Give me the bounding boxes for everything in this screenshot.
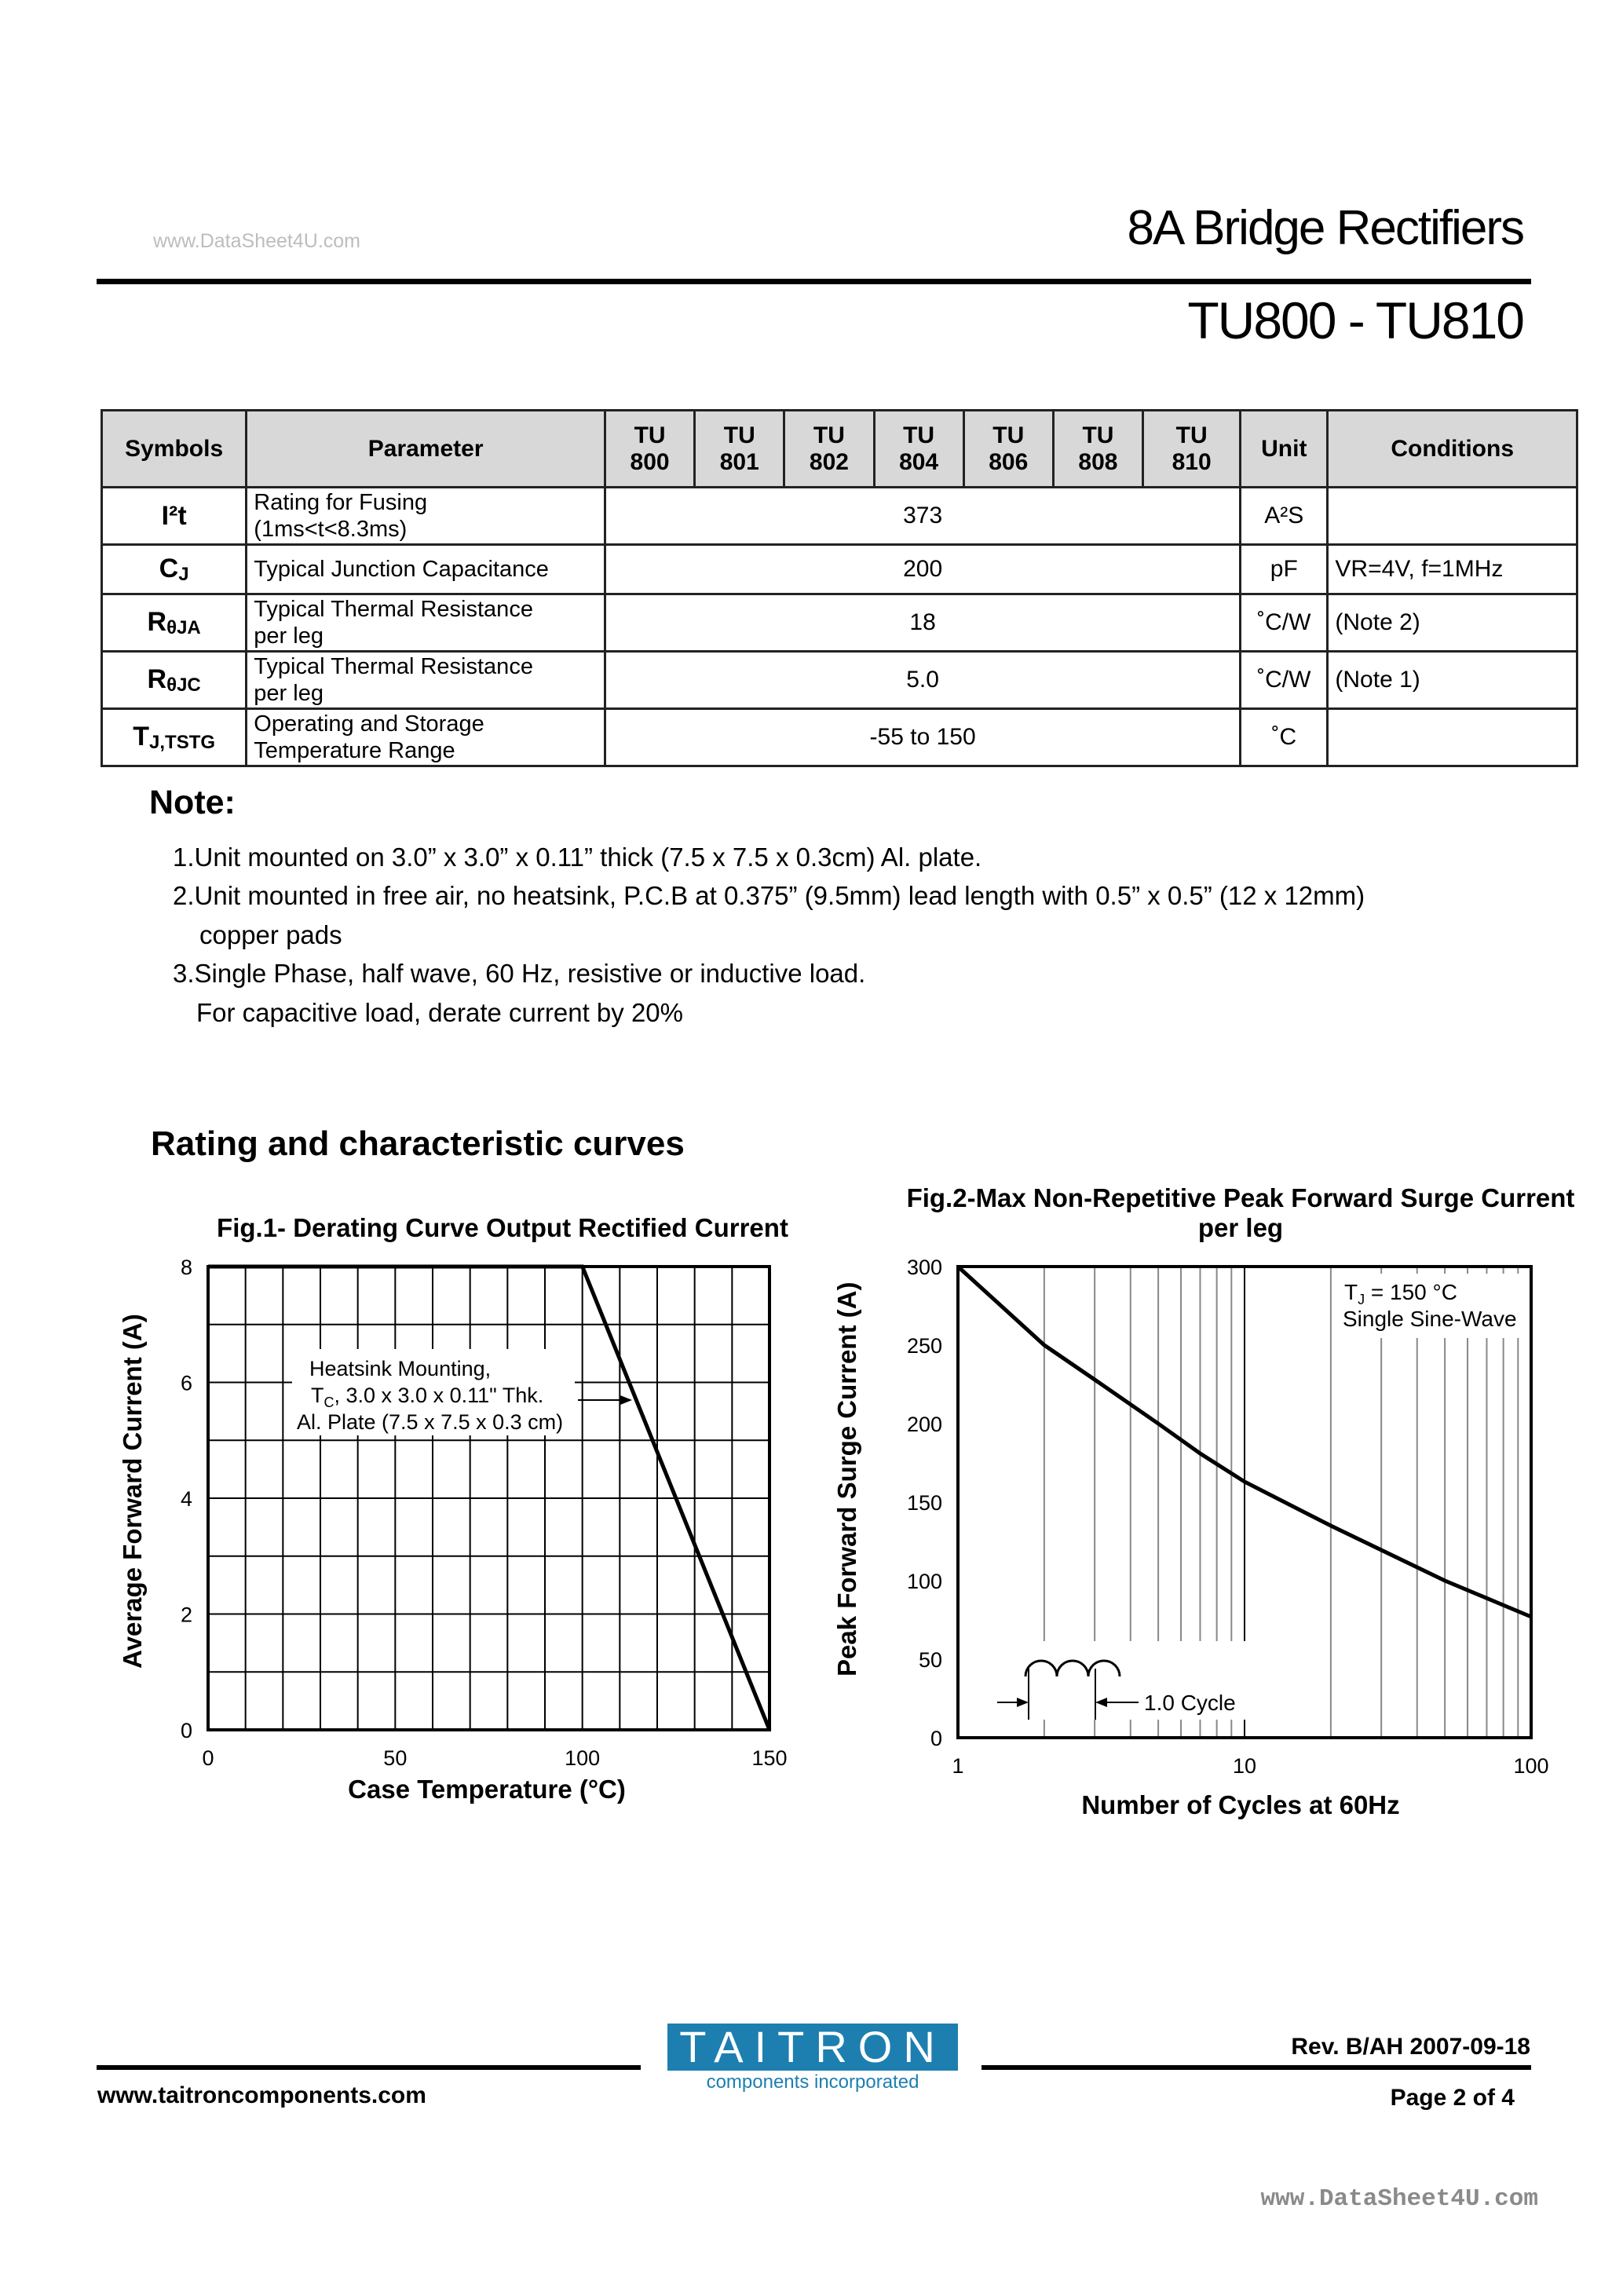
model-number: 800 [630, 448, 670, 475]
model-prefix: TU [992, 422, 1025, 448]
unit-cell: ˚C [1241, 708, 1328, 766]
fig1-ytick-label: 6 [180, 1371, 192, 1395]
fig2-ytick-label: 50 [918, 1648, 942, 1672]
fig2-ytick-label: 300 [906, 1256, 942, 1279]
model-prefix: TU [813, 422, 845, 448]
taitron-logo-subtitle: components incorporated [706, 2071, 919, 2093]
value-cell: 18 [605, 594, 1241, 651]
parameter-line: Typical Thermal Resistance [254, 653, 533, 679]
fig2-xtick-label: 10 [1232, 1754, 1257, 1778]
note-item: copper pads [199, 920, 342, 949]
footer-website[interactable]: www.taitroncomponents.com [97, 2082, 426, 2108]
fig1-ytick-label: 8 [180, 1256, 192, 1279]
value-cell: 200 [605, 545, 1241, 594]
parameter-line: Rating for Fusing [254, 490, 428, 515]
model-number: 802 [809, 448, 849, 475]
fig2-ylabel: Peak Forward Surge Current (A) [832, 1281, 861, 1676]
fig2-ytick-label: 250 [906, 1334, 942, 1358]
parameter-line: per leg [254, 680, 324, 706]
model-prefix: TU [723, 422, 755, 448]
curves-heading: Rating and characteristic curves [151, 1124, 685, 1163]
header-unit: Unit [1241, 411, 1328, 488]
footer-page: Page 2 of 4 [1390, 2085, 1515, 2111]
unit-cell: ˚C/W [1241, 651, 1328, 708]
model-prefix: TU [903, 422, 935, 448]
fig1-annotation-line: Heatsink Mounting, [309, 1357, 492, 1380]
symbol-main: R [147, 664, 167, 695]
fig2-title-line1: Fig.2-Max Non-Repetitive Peak Forward Surge Current [906, 1183, 1575, 1212]
fig2-legend-line: Single Sine-Wave [1343, 1307, 1517, 1331]
parameter-line: per leg [254, 623, 324, 649]
symbol-main: R [147, 607, 167, 638]
part-range: TU800 - TU810 [1187, 291, 1523, 349]
watermark-bottom: www.DataSheet4U.com [1260, 2185, 1538, 2213]
fig2-xtick-label: 100 [1513, 1754, 1549, 1778]
symbol-sub: J [178, 564, 189, 586]
fig1-xlabel: Case Temperature (°C) [348, 1775, 626, 1804]
symbol-sub: J,TSTG [149, 732, 216, 754]
unit-cell: ˚C/W [1241, 594, 1328, 651]
parameter-line: Temperature Range [254, 737, 455, 763]
unit-cell: A²S [1241, 488, 1328, 545]
condition-cell: (Note 2) [1328, 594, 1577, 651]
model-number: 810 [1172, 448, 1212, 475]
fig1-xtick-label: 0 [202, 1746, 214, 1770]
fig1-xtick-label: 100 [565, 1746, 601, 1770]
footer-rule-right [981, 2065, 1531, 2070]
page-title: 8A Bridge Rectifiers [1127, 201, 1523, 255]
unit-cell: pF [1241, 545, 1328, 594]
note-item: 2.Unit mounted in free air, no heatsink, P.C.B at 0.375” (9.5mm) lead length with 0.5” x 0.5” (12 x 12mm) [173, 881, 1365, 910]
fig2-ytick-label: 0 [930, 1727, 942, 1750]
fig2-cycle-label: 1.0 Cycle [1144, 1691, 1236, 1715]
model-number: 804 [899, 448, 939, 475]
symbol-main: T [133, 722, 150, 752]
model-number: 808 [1078, 448, 1118, 475]
fig1-annotation-line: Al. Plate (7.5 x 7.5 x 0.3 cm) [297, 1410, 564, 1434]
fig2-xlabel: Number of Cycles at 60Hz [1081, 1790, 1400, 1819]
footer-revision: Rev. B/AH 2007-09-18 [1291, 2034, 1530, 2060]
footer-rule-left [97, 2065, 641, 2070]
model-prefix: TU [1082, 422, 1114, 448]
taitron-logo: TAITRON [667, 2024, 958, 2071]
note-item: 3.Single Phase, half wave, 60 Hz, resistive or inductive load. [173, 959, 866, 988]
fig1-annotation-arrowhead [620, 1395, 632, 1405]
fig1-ytick-label: 2 [180, 1603, 192, 1627]
value-cell: 5.0 [605, 651, 1241, 708]
fig2-ytick-label: 200 [906, 1413, 942, 1436]
fig1-ylabel: Average Forward Current (A) [118, 1314, 147, 1669]
fig2-title-line2: per leg [1197, 1213, 1284, 1242]
fig2-ytick-label: 100 [906, 1570, 942, 1593]
header-symbols: Symbols [102, 411, 247, 488]
fig2-xtick-label: 1 [952, 1754, 964, 1778]
symbol-sub: θJC [166, 675, 201, 696]
symbol-main: C [159, 554, 179, 584]
fig1-ytick-label: 4 [180, 1487, 192, 1511]
parameter-line: Operating and Storage [254, 711, 484, 737]
value-cell: 373 [605, 488, 1241, 545]
fig1-ytick-label: 0 [180, 1719, 192, 1742]
fig2-ytick-label: 150 [906, 1491, 942, 1515]
model-number: 801 [719, 448, 759, 475]
condition-cell: (Note 1) [1328, 651, 1577, 708]
symbol-sub: θJA [166, 617, 201, 639]
model-prefix: TU [1175, 422, 1208, 448]
symbol-main: I²t [161, 500, 187, 531]
parameter-line: Typical Junction Capacitance [254, 556, 549, 582]
condition-cell: VR=4V, f=1MHz [1328, 545, 1577, 594]
fig1-xtick-label: 150 [751, 1746, 788, 1770]
header-parameter: Parameter [247, 411, 605, 488]
fig2-legend-line: $T_J = 150$ °C [1344, 1280, 1457, 1307]
model-prefix: TU [634, 422, 666, 448]
notes-heading: Note: [149, 784, 236, 821]
header-conditions: Conditions [1328, 411, 1577, 488]
parameter-line: Typical Thermal Resistance [254, 596, 533, 622]
value-cell: -55 to 150 [605, 708, 1241, 766]
parameter-line: (1ms<t<8.3ms) [254, 517, 408, 542]
watermark-top: www.DataSheet4U.com [153, 230, 361, 252]
fig1-annotation-line: $T_C$, 3.0 x 3.0 x 0.11" Thk. [311, 1384, 544, 1410]
note-item: For capacitive load, derate current by 20% [196, 998, 683, 1027]
fig1-title: Fig.1- Derating Curve Output Rectified Current [217, 1213, 788, 1242]
note-item: 1.Unit mounted on 3.0” x 3.0” x 0.11” thick (7.5 x 7.5 x 0.3cm) Al. plate. [173, 843, 982, 872]
fig1-xtick-label: 50 [383, 1746, 408, 1770]
model-number: 806 [989, 448, 1029, 475]
